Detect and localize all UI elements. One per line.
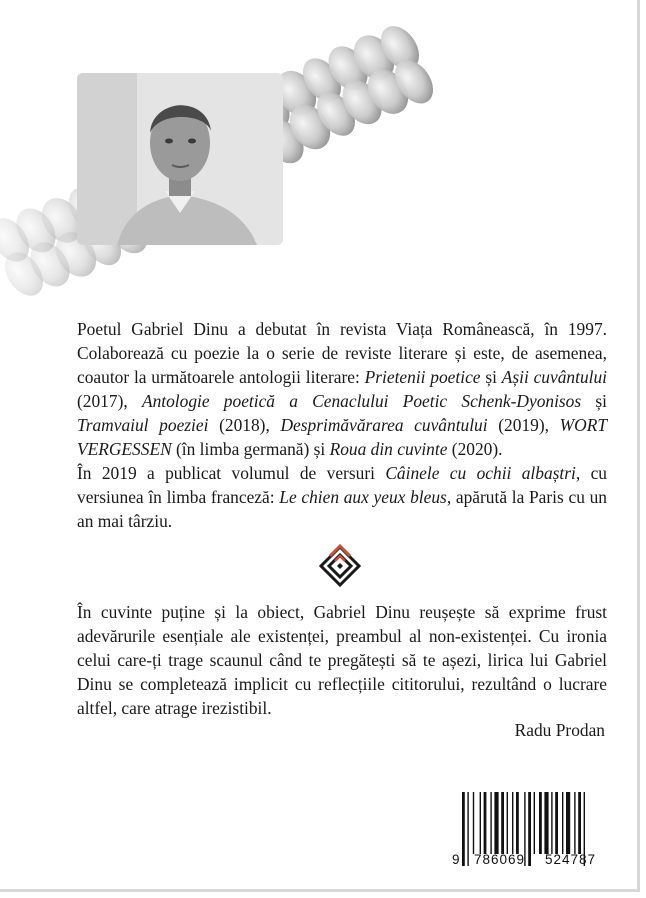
- bio-text-run: și: [480, 367, 502, 387]
- barcode-bar: [566, 792, 570, 854]
- barcode-bar: [574, 792, 575, 854]
- isbn-group-1: 786069: [474, 852, 526, 867]
- barcode-bar: [544, 792, 548, 854]
- isbn-group-2: 524787: [545, 852, 597, 867]
- barcode-bar: [501, 792, 504, 854]
- bio-title-italic: Tramvaiul poeziei: [77, 415, 209, 435]
- bio-title-italic: Antologie poetică a Cenaclului Poetic Schenk-Dyonisos: [141, 391, 582, 411]
- bio-text-run: (2017),: [77, 391, 142, 411]
- bio-title-italic: Așii cuvântului: [501, 367, 608, 387]
- review-paragraph: În cuvinte puține și la obiect, Gabriel Dinu reușește să exprime frust adevărurile esențiale ale existenței, preambul al non-existenței. Cu ironia celui care-ți trage scaunul când te pregătești să te așezi, lirica lui Gabriel Dinu se completează implicit cu reflecțiile cititorului, rezultând o lucrare altfel, care atrage irezistibil.: [77, 602, 607, 718]
- bio-title-italic: Roua din cuvinte: [329, 439, 448, 459]
- bio-paragraph: [77, 461, 607, 533]
- bio-text-run: (2018),: [208, 415, 281, 435]
- barcode-bar: [473, 792, 474, 854]
- barcode-bar: [484, 792, 487, 854]
- author-bio: [77, 317, 607, 533]
- barcode-bar: [578, 792, 581, 854]
- barcode-bar: [490, 792, 491, 854]
- barcode-bar: [551, 792, 552, 854]
- bio-title-italic: Câinele cu ochii albaștri: [385, 463, 576, 483]
- barcode-bar: [534, 792, 535, 854]
- bio-title-italic: Le chien aux yeux bleus: [279, 487, 447, 507]
- author-portrait-image: [77, 73, 283, 245]
- barcode-bar: [555, 792, 558, 854]
- diamond-ornament-icon: [317, 543, 363, 589]
- barcode-bar: [512, 792, 513, 854]
- barcode-bar: [516, 792, 519, 854]
- bio-paragraph: [77, 317, 607, 461]
- bio-title-italic: Prietenii poetice: [364, 367, 481, 387]
- barcode-bar: [539, 792, 542, 854]
- review-author: Radu Prodan: [514, 720, 605, 740]
- bio-text-run: și: [581, 391, 607, 411]
- bio-title-italic: Desprimăvărarea cuvântului: [280, 415, 488, 435]
- barcode-bar: [462, 792, 465, 866]
- barcode-bar: [562, 792, 563, 854]
- bio-text-run: (2020).: [447, 439, 503, 459]
- barcode-bar: [480, 792, 481, 854]
- review-text: [77, 600, 607, 720]
- bio-text-run: (în limba germană) și: [171, 439, 330, 459]
- barcode-bar: [528, 792, 531, 866]
- isbn-prefix: 9: [452, 852, 461, 867]
- bio-title-italic: WORT VERGESSEN: [77, 415, 607, 459]
- bio-text-run: , cu versiunea în limba franceză:: [77, 463, 607, 507]
- bio-text-run: Poetul Gabriel Dinu a debutat în revista Viața Românească, în 1997. Colaborează cu poezie la o serie de reviste literare și este, de asemenea, coautor la următoarele antologii literare:: [77, 319, 607, 387]
- barcode-bar: [494, 792, 498, 854]
- barcode-bar: [467, 792, 468, 866]
- bio-text-run: În 2019 a publicat volumul de versuri: [77, 463, 386, 483]
- author-photo: [77, 73, 283, 245]
- barcode-bar: [507, 792, 508, 854]
- bio-text-run: (2019),: [487, 415, 560, 435]
- bio-text-run: , apărută la Paris cu un an mai târziu.: [77, 487, 607, 531]
